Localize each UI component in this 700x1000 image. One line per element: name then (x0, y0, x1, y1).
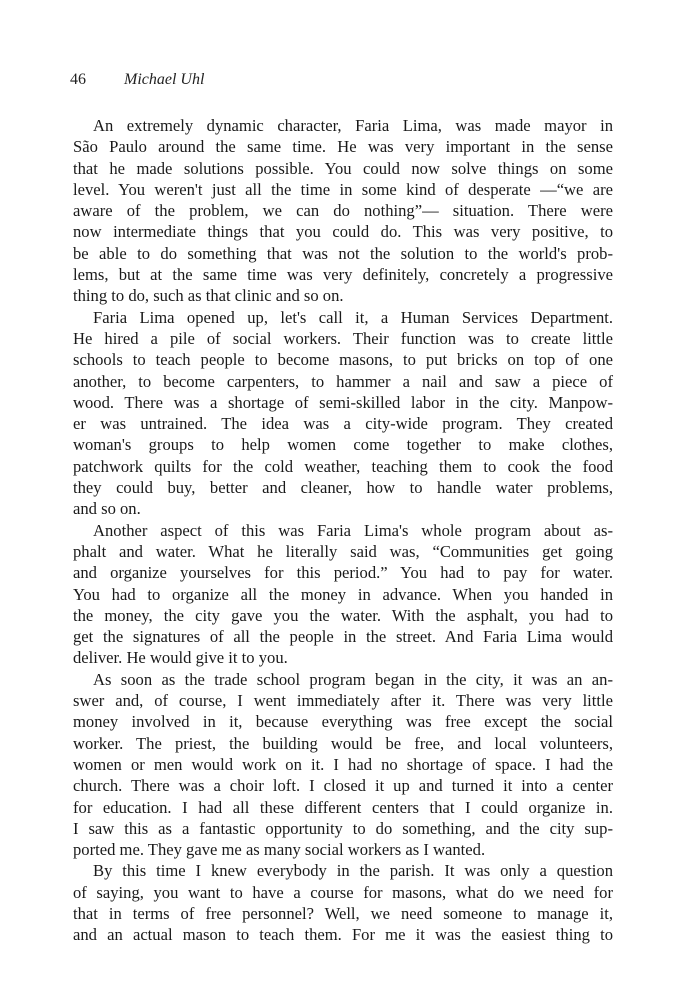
text-line: thing to do, such as that clinic and so on. (73, 286, 344, 306)
text-line: aware of the problem, we can do nothing”— situation. There were (73, 201, 613, 221)
text-line: they could buy, better and cleaner, how to handle water problems, (73, 478, 613, 498)
text-line: swer and, of course, I went immediately after it. There was very little (73, 691, 613, 711)
text-line: and an actual mason to teach them. For me it was the easiest thing to (73, 925, 613, 945)
text-line: for education. I had all these different centers that I could organize in. (73, 797, 613, 817)
running-head: Michael Uhl (124, 71, 205, 88)
page-header (70, 70, 204, 90)
text-line: An extremely dynamic character, Faria Lima, was made mayor in (93, 116, 613, 135)
text-line: and organize yourselves for this period.” You had to pay for water. (73, 563, 613, 583)
text-line: He hired a pile of social workers. Their function was to create little (73, 328, 613, 348)
text-line: get the signatures of all the people in the street. And Faria Lima would (73, 627, 613, 647)
text-line: patchwork quilts for the cold weather, teaching them to cook the food (73, 456, 613, 476)
paragraph-1 (73, 115, 613, 307)
text-line: worker. The priest, the building would be free, and local volunteers, (73, 733, 613, 753)
text-line: the money, the city gave you the water. With the asphalt, you had to (73, 605, 613, 625)
text-line: er was untrained. The idea was a city-wide program. They created (73, 414, 613, 434)
text-line: woman's groups to help women come together to make clothes, (73, 435, 613, 455)
paragraph-5 (73, 860, 613, 945)
text-line: deliver. He would give it to you. (73, 648, 288, 668)
body-text (73, 115, 613, 946)
text-line: You had to organize all the money in advance. When you handed in (73, 584, 613, 604)
text-line: Faria Lima opened up, let's call it, a Human Services Department. (93, 307, 613, 327)
page-number: 46 (70, 71, 86, 88)
text-line: another, to become carpenters, to hammer a nail and saw a piece of (73, 371, 613, 391)
text-line: I saw this as a fantastic opportunity to do something, and the city sup- (73, 818, 613, 838)
text-line: and so on. (73, 499, 141, 519)
text-line: São Paulo around the same time. He was very important in the sense (73, 137, 613, 157)
text-line: wood. There was a shortage of semi-skilled labor in the city. Manpow- (73, 392, 613, 412)
paragraph-2 (73, 307, 613, 520)
text-line: now intermediate things that you could do. This was very positive, to (73, 222, 613, 242)
text-line: church. There was a choir loft. I closed it up and turned it into a center (73, 776, 613, 796)
text-line: schools to teach people to become masons, to put bricks on top of one (73, 350, 613, 370)
text-line: of saying, you want to have a course for masons, what do we need for (73, 882, 613, 902)
text-line: level. You weren't just all the time in some kind of desperate —“we are (73, 179, 613, 199)
paragraph-4 (73, 669, 613, 861)
text-line: lems, but at the same time was very definitely, concretely a progressive (73, 265, 613, 285)
text-line: By this time I knew everybody in the parish. It was only a question (93, 861, 613, 881)
text-line: As soon as the trade school program began in the city, it was an an- (93, 669, 613, 689)
text-line: Another aspect of this was Faria Lima's whole program about as- (93, 520, 613, 540)
text-line: women or men would work on it. I had no shortage of space. I had the (73, 754, 613, 774)
text-line: money involved in it, because everything was free except the social (73, 712, 613, 732)
paragraph-3 (73, 520, 613, 669)
text-line: ported me. They gave me as many social workers as I wanted. (73, 840, 486, 860)
text-line: phalt and water. What he literally said was, “Communities get going (73, 541, 613, 561)
text-line: that in terms of free personnel? Well, we need someone to manage it, (73, 903, 613, 923)
text-line: that he made solutions possible. You could now solve things on some (73, 158, 613, 178)
text-line: be able to do something that was not the solution to the world's prob- (73, 243, 613, 263)
